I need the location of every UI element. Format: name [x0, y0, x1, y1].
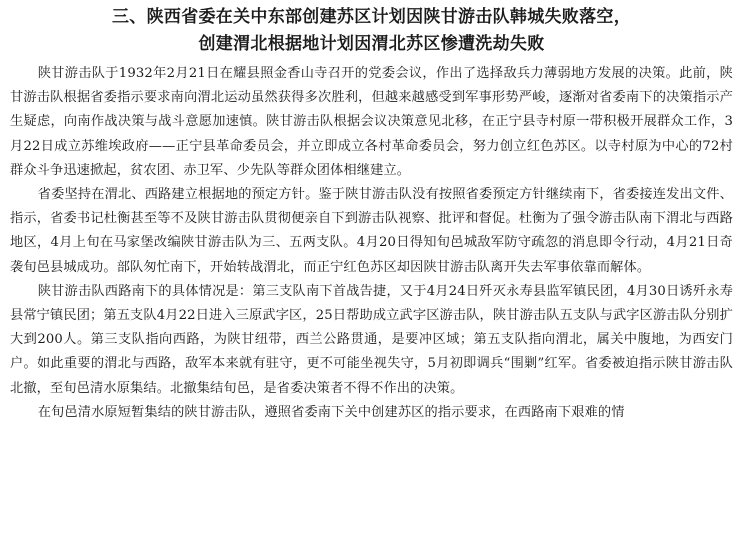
heading-line-2: 创建渭北根据地计划因渭北苏区惨遭洗劫失败 [198, 34, 545, 54]
body-paragraph: 陕甘游击队于1932年2月21日在耀县照金香山寺召开的党委会议，作出了选择敌兵力薄弱地方发展的决策。此前，陕甘游击队根据省委指示要求南向渭北运动虽然获得多次胜利，但越来越感受到军事形势严峻，逐渐对省委南下的决策指示产生疑虑，向南作战决策与战斗意愿加速慎。陕甘游击队根据会议决策意见北移，在正宁县寺村原一带积极开展群众工作，3月22日成立苏维埃政府——正宁县革命委员会，并立即成立各村革命委员会，努力创立红色苏区。以寺村原为中心的72村群众斗争迅速掀起，贫农团、赤卫军、少先队等群众团体相继建立。 [10, 66, 733, 178]
body-paragraph: 在旬邑清水原短暂集结的陕甘游击队，遵照省委南下关中创建苏区的指示要求，在西路南下艰难的情 [37, 404, 625, 420]
heading-line-1: 三、陕西省委在关中东部创建苏区计划因陕甘游击队韩城失败落空， [112, 7, 631, 27]
body-paragraph: 陕甘游击队西路南下的具体情况是：第三支队南下首战告捷，又于4月24日歼灭永寿县监军镇民团，4月30日诱歼永寿县常宁镇民团；第五支队4月22日进入三原武字区，25日帮助成立武字区游击队，陕甘游击队五支队与武字区游击队分别扩大到200人。第三支队指向西路，为陕甘纽带，西兰公路贯通，是要冲区域；第五支队指向渭北，属关中腹地，为西安门户。如此重要的渭北与西路，敌军本来就有驻守，更不可能坐视失守，5月初即调兵“围剿”红军。省委被迫指示陕甘游击队北撤，至旬邑清水原集结。北撤集结旬邑，是省委决策者不得不作出的决策。 [10, 283, 733, 396]
section-heading [10, 4, 733, 58]
body-paragraph: 省委坚持在渭北、西路建立根据地的预定方针。鉴于陕甘游击队没有按照省委预定方针继续南下，省委接连发出文件、指示，省委书记杜衡甚至等不及陕甘游击队贯彻便亲自下到游击队视察、批评和督促。杜衡为了强令游击队南下渭北与西路地区，4月上旬在马家堡改编陕甘游击队为三、五两支队。4月20日得知旬邑城敌军防守疏忽的消息即令行动，4月21日奇袭旬邑县城成功。部队匆忙南下，开始转战渭北，而正宁红色苏区却因陕甘游击队离开失去军事依靠而解体。 [10, 187, 733, 275]
